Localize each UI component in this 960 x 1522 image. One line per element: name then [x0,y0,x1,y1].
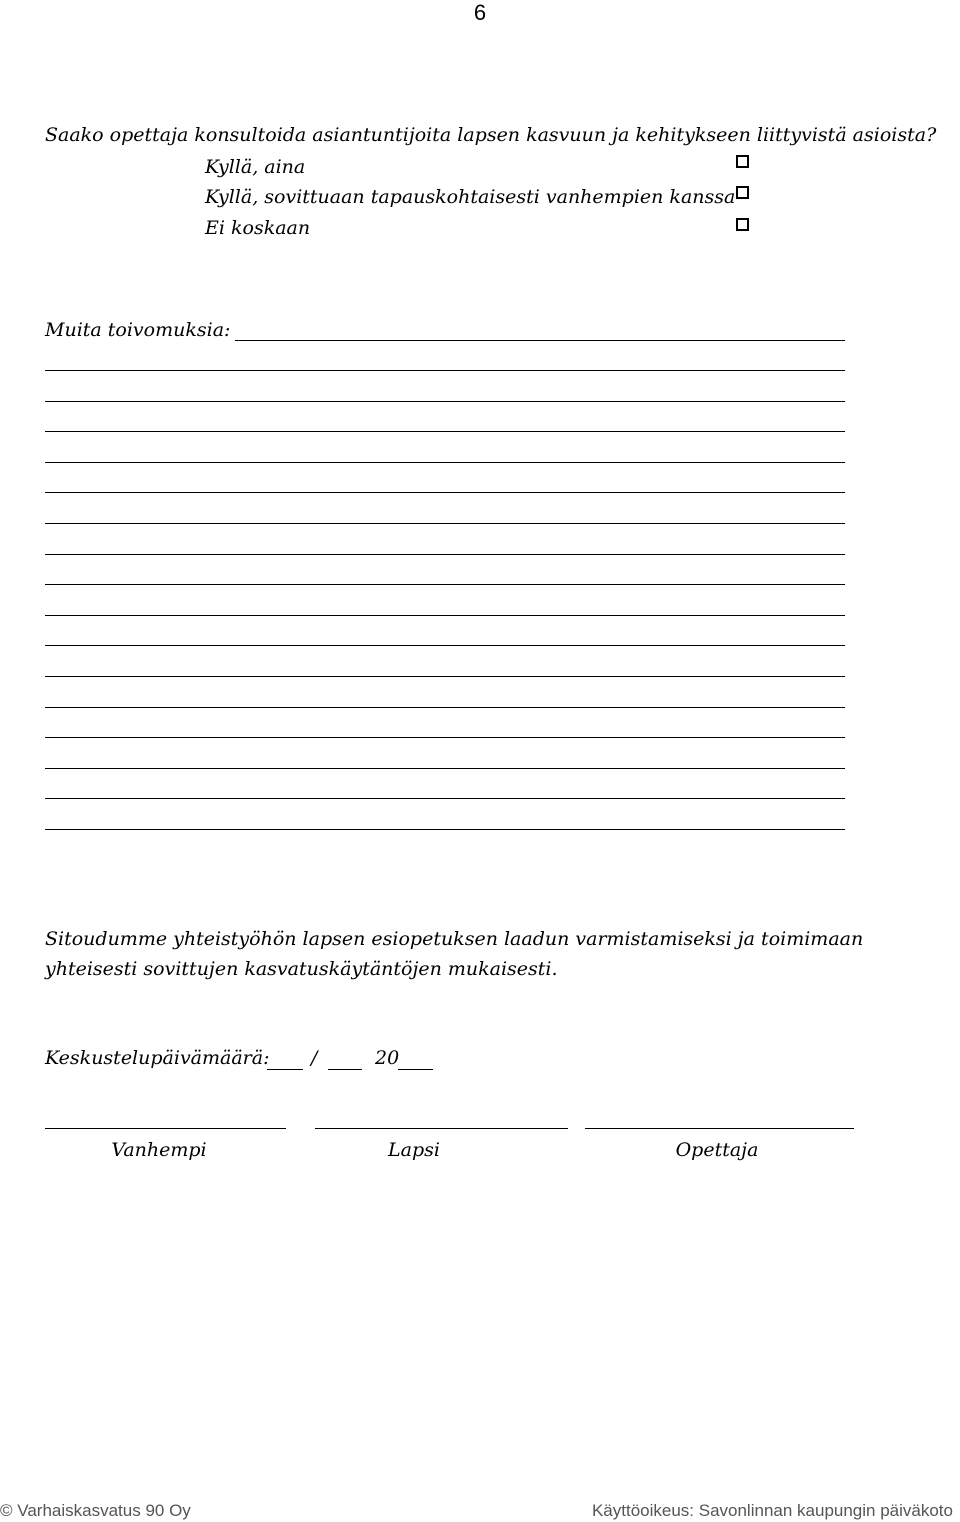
wishes-writing-line[interactable] [45,676,845,677]
wishes-writing-line[interactable] [45,554,845,555]
date-day-blank[interactable] [267,1069,303,1070]
option-label-never: Ei koskaan [205,217,311,239]
date-separator: / [311,1047,318,1069]
signature-label-child: Lapsi [388,1139,440,1161]
wishes-writing-line[interactable] [45,401,845,402]
date-year-prefix: 20 [375,1047,400,1069]
question-text: Saako opettaja konsultoida asiantuntijoita lapsen kasvuun ja kehitykseen liittyvistä asioista? [45,124,937,146]
page-number: 6 [473,0,487,25]
wishes-writing-line[interactable] [45,798,845,799]
option-label-always: Kyllä, aina [205,156,306,178]
wishes-writing-line[interactable] [45,615,845,616]
checkbox-case-by-case[interactable] [736,186,749,199]
wishes-line-first[interactable] [235,340,845,341]
signature-label-teacher: Opettaja [675,1139,759,1161]
signature-line-parent[interactable] [45,1128,286,1129]
wishes-writing-line[interactable] [45,829,845,830]
wishes-writing-line[interactable] [45,492,845,493]
date-label: Keskustelupäivämäärä: [45,1047,270,1069]
signature-label-parent: Vanhempi [111,1139,207,1161]
wishes-writing-line[interactable] [45,370,845,371]
wishes-writing-line[interactable] [45,462,845,463]
wishes-writing-line[interactable] [45,707,845,708]
wishes-writing-line[interactable] [45,737,845,738]
wishes-writing-line[interactable] [45,431,845,432]
commitment-text: Sitoudumme yhteistyöhön lapsen esiopetuksen laadun varmistamiseksi ja toimimaan yhteisesti sovittujen kasvatuskäytäntöjen mukaisesti. [45,928,864,980]
checkbox-always[interactable] [736,155,749,168]
wishes-writing-line[interactable] [45,645,845,646]
wishes-writing-line[interactable] [45,523,845,524]
footer-license: Käyttöoikeus: Savonlinnan kaupungin päiväkoto [591,1501,953,1520]
wishes-writing-line[interactable] [45,768,845,769]
wishes-label: Muita toivomuksia: [45,319,231,341]
signature-line-teacher[interactable] [585,1128,854,1129]
checkbox-never[interactable] [736,218,749,231]
date-year-blank[interactable] [398,1069,433,1070]
option-label-case-by-case: Kyllä, sovittuaan tapauskohtaisesti vanhempien kanssa [205,186,736,208]
date-month-blank[interactable] [328,1069,362,1070]
wishes-writing-line[interactable] [45,584,845,585]
footer-copyright: © Varhaiskasvatus 90 Oy [0,1501,191,1520]
signature-line-child[interactable] [315,1128,568,1129]
